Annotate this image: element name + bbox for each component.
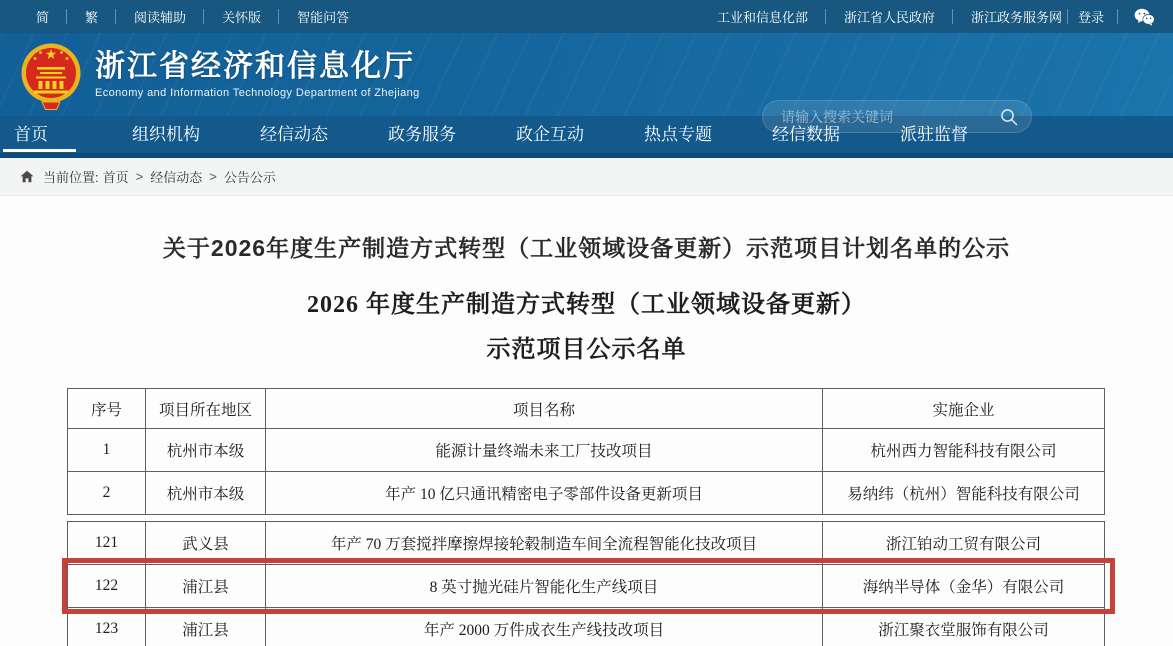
zhejiang-gov-link[interactable]: 浙江省人民政府 <box>826 7 953 26</box>
table-row <box>68 608 1105 646</box>
nav-item-news[interactable]: 经信动态 <box>260 125 328 144</box>
cell-region: 浦江县 <box>146 565 266 608</box>
table-row <box>68 429 1105 472</box>
col-header-index: 序号 <box>68 389 146 429</box>
project-table <box>67 388 1104 646</box>
table-row <box>68 522 1105 565</box>
cell-project-name: 8 英寸抛光硅片智能化生产线项目 <box>266 565 823 608</box>
wechat-icon[interactable] <box>1118 8 1155 26</box>
top-utility-bar <box>0 0 1173 33</box>
list-title-line2: 示范项目公示名单 <box>486 337 687 363</box>
breadcrumb-separator: > <box>209 169 217 184</box>
topbar-left-links <box>18 7 367 26</box>
cell-index: 123 <box>68 608 146 646</box>
miit-link[interactable]: 工业和信息化部 <box>699 7 826 26</box>
col-header-company: 实施企业 <box>823 389 1105 429</box>
topbar-right-links <box>699 7 1155 26</box>
lang-traditional-link[interactable]: 繁 <box>67 7 116 26</box>
table-header-row <box>68 389 1105 429</box>
accessibility-version-link[interactable]: 关怀版 <box>204 7 279 26</box>
nav-item-gov-services[interactable]: 政务服务 <box>388 125 456 144</box>
breadcrumb-current-page: 公告公示 <box>223 170 276 185</box>
project-table-section-1 <box>67 388 1105 515</box>
nav-item-hot-topics[interactable]: 热点专题 <box>644 125 712 144</box>
home-icon <box>20 170 34 183</box>
cell-region: 浦江县 <box>146 608 266 646</box>
breadcrumb-news-link[interactable]: 经信动态 <box>150 170 203 185</box>
article-content <box>0 230 1173 646</box>
nav-item-supervision[interactable]: 派驻监督 <box>900 125 968 144</box>
nav-item-data[interactable]: 经信数据 <box>772 125 840 144</box>
project-table-section-2 <box>67 521 1105 646</box>
site-header <box>0 33 1173 116</box>
cell-index: 1 <box>68 429 146 472</box>
national-emblem-logo <box>20 42 82 110</box>
col-header-project-name: 项目名称 <box>266 389 823 429</box>
list-title <box>0 283 1173 373</box>
brand-text <box>95 50 420 99</box>
cell-company: 浙江铂动工贸有限公司 <box>823 522 1105 565</box>
breadcrumb-separator: > <box>135 169 144 184</box>
table-row <box>68 472 1105 515</box>
site-brand[interactable] <box>20 40 420 110</box>
reading-aid-link[interactable]: 阅读辅助 <box>116 7 204 26</box>
smart-qa-link[interactable]: 智能问答 <box>297 10 350 25</box>
zhejiang-service-net-link[interactable]: 浙江政务服务网 <box>953 7 1068 26</box>
cell-index: 121 <box>68 522 146 565</box>
col-header-region: 项目所在地区 <box>146 389 266 429</box>
cell-company: 易纳纬（杭州）智能科技有限公司 <box>823 472 1105 515</box>
cell-project-name: 年产 70 万套搅拌摩擦焊接轮毂制造车间全流程智能化技改项目 <box>266 522 823 565</box>
site-title-english: Economy and Information Technology Department of Zhejiang <box>95 87 420 99</box>
nav-item-home[interactable]: 首页 <box>14 116 48 153</box>
breadcrumb <box>0 158 1173 196</box>
login-button[interactable]: 登录 <box>1068 7 1118 26</box>
cell-company: 杭州西力智能科技有限公司 <box>823 429 1105 472</box>
search-icon[interactable] <box>999 107 1031 127</box>
cell-index: 2 <box>68 472 146 515</box>
cell-project-name: 年产 10 亿只通讯精密电子零部件设备更新项目 <box>266 472 823 515</box>
list-title-line1: 2026 年度生产制造方式转型（工业领域设备更新） <box>307 292 866 318</box>
cell-region: 杭州市本级 <box>146 429 266 472</box>
cell-company: 海纳半导体（金华）有限公司 <box>823 565 1105 608</box>
table-row-highlighted <box>68 565 1105 608</box>
lang-simplified-link[interactable]: 简 <box>18 7 67 26</box>
cell-project-name: 年产 2000 万件成衣生产线技改项目 <box>266 608 823 646</box>
cell-region: 杭州市本级 <box>146 472 266 515</box>
nav-item-gov-enterprise-interaction[interactable]: 政企互动 <box>516 125 584 144</box>
nav-item-organization[interactable]: 组织机构 <box>132 125 200 144</box>
cell-company: 浙江聚衣堂服饰有限公司 <box>823 608 1105 646</box>
announcement-title: 关于2026年度生产制造方式转型（工业领域设备更新）示范项目计划名单的公示 <box>162 235 1011 261</box>
cell-region: 武义县 <box>146 522 266 565</box>
cell-project-name: 能源计量终端未来工厂技改项目 <box>266 429 823 472</box>
breadcrumb-home-link[interactable]: 首页 <box>102 170 129 185</box>
site-title: 浙江省经济和信息化厅 <box>95 50 415 83</box>
cell-index: 122 <box>68 565 146 608</box>
breadcrumb-prefix: 当前位置: <box>43 170 99 185</box>
